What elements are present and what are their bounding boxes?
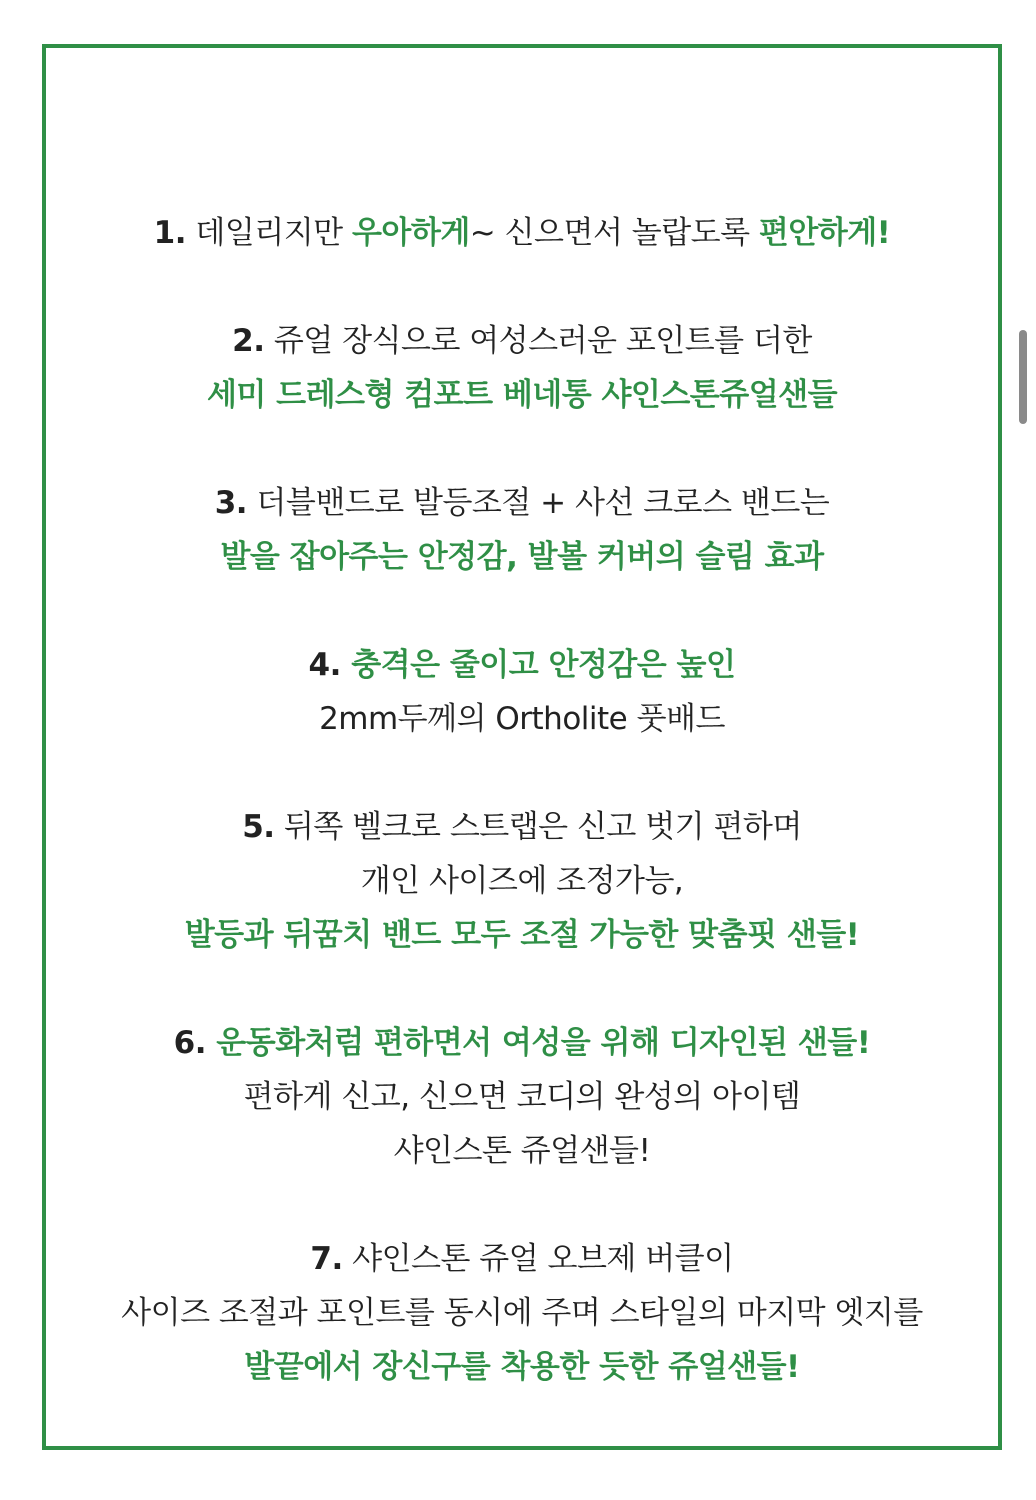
feature-line [46,1232,998,1286]
body-text: 샤인스톤 쥬얼샌들! [393,1133,651,1169]
item-number: 7. [310,1241,343,1277]
feature-line [46,692,998,746]
feature-line [46,1016,998,1070]
feature-line [46,800,998,854]
highlight-text: 발끝에서 장신구를 착용한 듯한 쥬얼샌들! [244,1349,800,1385]
feature-item [46,800,998,962]
body-text: 개인 사이즈에 조정가능, [360,863,684,899]
feature-line [46,1124,998,1178]
item-spacer [46,422,998,476]
feature-item [46,1016,998,1178]
feature-line [46,314,998,368]
body-text: 쥬얼 장식으로 여성스러운 포인트를 더한 [264,323,812,359]
item-number: 3. [214,485,248,521]
scrollbar-thumb[interactable] [1019,330,1027,424]
feature-item [46,1232,998,1394]
feature-line [46,1286,998,1340]
feature-item [46,206,998,260]
feature-line [46,638,998,692]
body-text: 더블밴드로 발등조절 + 사선 크로스 밴드는 [247,485,830,521]
feature-line [46,1070,998,1124]
item-number: 2. [232,323,265,359]
body-text: 뒤쪽 벨크로 스트랩은 신고 벗기 편하며 [274,809,802,845]
item-number: 4. [308,647,341,683]
body-text: ~ 신으면서 놀랍도록 [469,215,759,251]
feature-line [46,206,998,260]
item-number: 5. [242,809,275,845]
item-number: 1. [153,215,187,251]
body-text: 데일리지만 [186,215,352,251]
body-text: 2mm두께의 Ortholite 풋배드 [319,701,725,737]
feature-line [46,908,998,962]
item-spacer [46,746,998,800]
highlight-text: 편안하게! [758,215,891,251]
content-frame [42,44,1002,1450]
highlight-text: 충격은 줄이고 안정감은 높인 [340,647,736,683]
feature-line [46,854,998,908]
item-number: 6. [173,1025,207,1061]
item-spacer [46,260,998,314]
body-text: 사이즈 조절과 포인트를 동시에 주며 스타일의 마지막 엣지를 [121,1295,923,1331]
body-text: 샤인스톤 쥬얼 오브제 버클이 [342,1241,734,1277]
feature-list [46,206,998,1394]
highlight-text: 세미 드레스형 컴포트 베네통 샤인스톤쥬얼샌들 [206,377,838,413]
highlight-text: 운동화처럼 편하면서 여성을 위해 디자인된 샌들! [206,1025,871,1061]
item-spacer [46,1178,998,1232]
feature-item [46,476,998,584]
feature-line [46,368,998,422]
feature-line [46,1340,998,1394]
highlight-text: 우아하게 [351,215,470,251]
feature-item [46,638,998,746]
feature-line [46,530,998,584]
body-text: 편하게 신고, 신으면 코디의 완성의 아이템 [243,1079,801,1115]
highlight-text: 발등과 뒤꿈치 밴드 모두 조절 가능한 맞춤핏 샌들! [184,917,860,953]
feature-item [46,314,998,422]
item-spacer [46,962,998,1016]
feature-line [46,476,998,530]
highlight-text: 발을 잡아주는 안정감, 발볼 커버의 슬림 효과 [220,539,824,575]
item-spacer [46,584,998,638]
